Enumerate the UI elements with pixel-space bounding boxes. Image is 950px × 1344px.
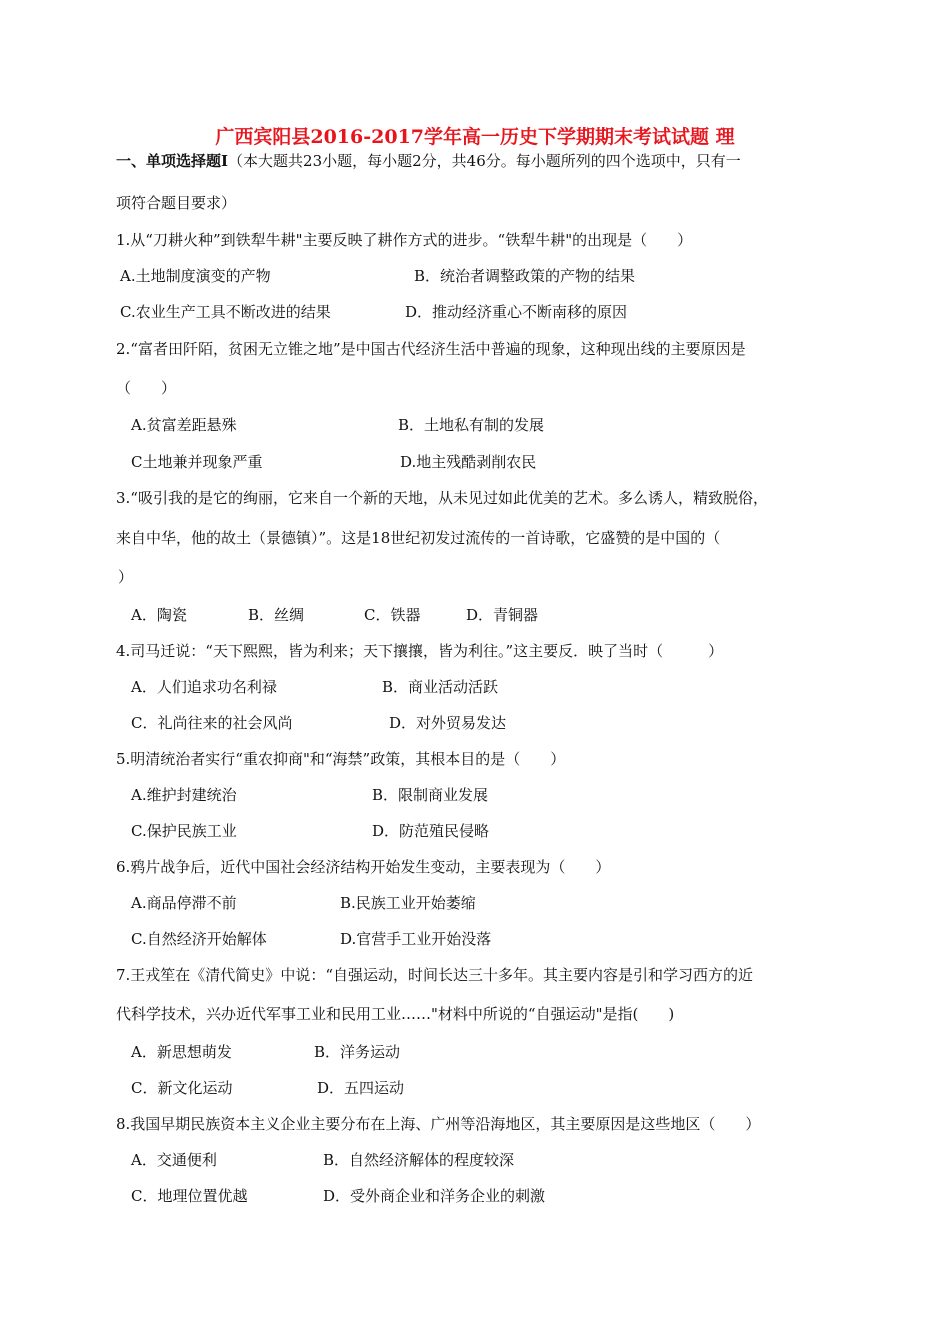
section-instructions-line2: 项符合题目要求） [116, 194, 237, 212]
question-7-stem-line1: 7.王戎笙在《清代简史》中说：“自强运动，时间长达三十多年。其主要内容是引和学习西方的近 [116, 966, 753, 984]
question-6-option-b: B.民族工业开始萎缩 [340, 894, 476, 912]
question-3-option-d: D．青铜器 [466, 606, 539, 624]
question-1-option-c: C.农业生产工具不断改进的结果 [120, 303, 331, 321]
question-7-option-a: A．新思想萌发 [131, 1043, 232, 1061]
question-2-stem-line2: （ ） [116, 379, 177, 397]
question-4-option-a: A．人们追求功名利禄 [131, 678, 277, 696]
question-3-option-a: A．陶瓷 [131, 606, 187, 624]
question-6-option-c: C.自然经济开始解体 [131, 930, 267, 948]
question-4-option-b: B．商业活动活跃 [382, 678, 499, 696]
question-7-option-b: B．洋务运动 [314, 1043, 401, 1061]
question-2-option-a: A.贫富差距悬殊 [131, 416, 237, 434]
section-heading: 一、单项选择题Ⅰ [116, 152, 229, 170]
question-1-option-a: A.土地制度演变的产物 [120, 267, 271, 285]
question-8-option-c: C．地理位置优越 [131, 1187, 248, 1205]
question-3-option-c: C．铁器 [364, 606, 421, 624]
question-8-option-a: A．交通便利 [131, 1151, 217, 1169]
question-1-stem: 1.从“刀耕火种”到铁犁牛耕"主要反映了耕作方式的进步。“铁犁牛耕"的出现是（ ） [116, 231, 693, 249]
section-instructions [116, 150, 741, 172]
question-1-option-b: B．统治者调整政策的产物的结果 [414, 267, 636, 285]
question-2-stem-line1: 2.“富者田阡陌，贫困无立锥之地”是中国古代经济生活中普遍的现象，这种现出线的主要原因是 [116, 340, 746, 358]
question-7-stem-line2: 代科学技术，兴办近代军事工业和民用工业……"材料中所说的“自强运动"是指( ) [116, 1005, 675, 1023]
exam-title: 广西宾阳县2016-2017学年高一历史下学期期末考试试题 理 [215, 126, 735, 148]
question-7-option-d: D．五四运动 [317, 1079, 405, 1097]
question-6-option-d: D.官营手工业开始没落 [340, 930, 492, 948]
question-3-stem-line3: ） [118, 568, 134, 586]
question-3-stem-line1: 3.“吸引我的是它的绚丽，它来自一个新的天地，从未见过如此优美的艺术。多么诱人，精致脱俗， [116, 489, 768, 507]
question-7-option-c: C．新文化运动 [131, 1079, 233, 1097]
question-2-option-d: D.地主残酷剥削农民 [400, 453, 537, 471]
question-4-option-d: D．对外贸易发达 [389, 714, 507, 732]
question-3-stem-line2: 来自中华，他的故土（景德镇）”。这是18世纪初发过流传的一首诗歌，它盛赞的是中国的（ [116, 529, 721, 547]
question-2-option-b: B．土地私有制的发展 [398, 416, 545, 434]
question-8-option-d: D．受外商企业和洋务企业的刺激 [323, 1187, 546, 1205]
question-8-stem: 8.我国早期民族资本主义企业主要分布在上海、广州等沿海地区，其主要原因是这些地区（ ） [116, 1115, 761, 1133]
question-4-stem: 4.司马迁说：“天下熙熙，皆为利来；天下攘攘，皆为利往。”这主要反．映了当时（ ） [116, 642, 724, 660]
question-3-option-b: B．丝绸 [248, 606, 305, 624]
question-5-option-c: C.保护民族工业 [131, 822, 237, 840]
question-4-option-c: C．礼尚往来的社会风尚 [131, 714, 293, 732]
question-6-stem: 6.鸦片战争后，近代中国社会经济结构开始发生变动，主要表现为（ ） [116, 858, 611, 876]
question-5-option-d: D．防范殖民侵略 [372, 822, 490, 840]
section-instructions-line1: （本大题共23小题，每小题2分，共46分。每小题所列的四个选项中，只有一 [228, 152, 741, 170]
question-8-option-b: B．自然经济解体的程度较深 [323, 1151, 515, 1169]
question-1-option-d: D．推动经济重心不断南移的原因 [405, 303, 628, 321]
question-2-option-c: C土地兼并现象严重 [131, 453, 263, 471]
question-5-stem: 5.明清统治者实行“重农抑商"和“海禁”政策，其根本目的是（ ） [116, 750, 566, 768]
question-6-option-a: A.商品停滞不前 [131, 894, 237, 912]
question-5-option-b: B．限制商业发展 [372, 786, 489, 804]
question-5-option-a: A.维护封建统治 [131, 786, 237, 804]
